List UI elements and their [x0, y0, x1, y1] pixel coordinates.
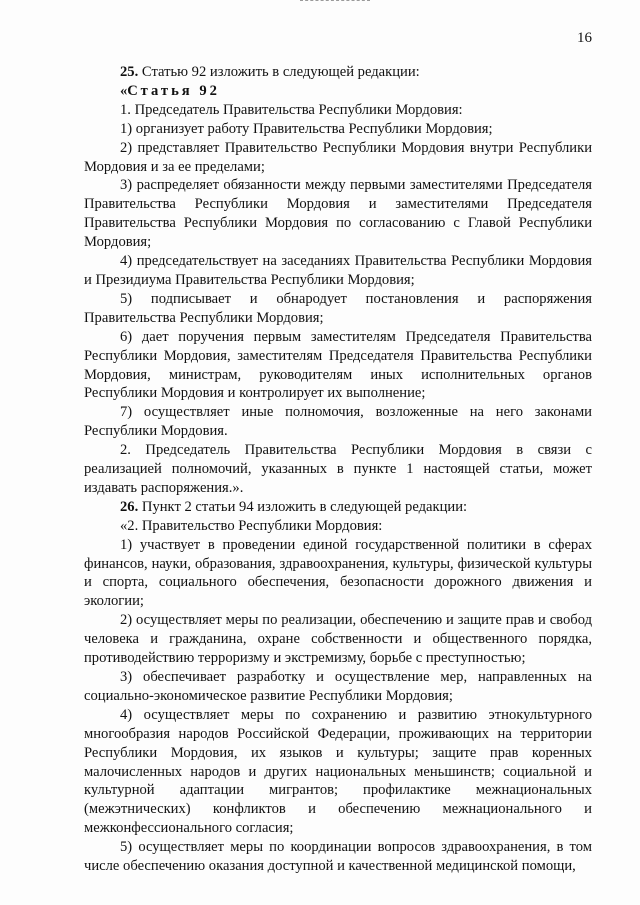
amendment-item-25: [84, 63, 592, 82]
amendment-number: 26.: [120, 498, 139, 515]
quote-mark: «: [120, 82, 128, 99]
clause-paragraph: 3) обеспечивает разработку и осуществление мер, направленных на социально-экономическое развитие Республики Мордовия;: [84, 669, 592, 704]
document-body: [84, 63, 592, 876]
clause-paragraph: 6) дает поручения первым заместителям Председателя Правительства Республики Мордовия, заместителям Председателя Правительства Республики Мордовия, министрам, руководителям иных исполнительных органов Республики Мордовия и контролирует их выполнение;: [84, 328, 592, 402]
clause-paragraph: 1) участвует в проведении единой государственной политики в сферах финансов, науки, образования, здравоохранения, культуры, физической культуры и спорта, социального обеспечения, безопасности дорожного движения и экологии;: [84, 536, 592, 610]
clause-paragraph: 3) распределяет обязанности между первыми заместителями Председателя Правительства Республики Мордовия и заместителями Председателя Правительства Республики Мордовия по согласованию с Главой Республики Мордовия;: [84, 177, 592, 251]
clause-paragraph: 5) подписывает и обнародует постановления и распоряжения Правительства Республики Мордовия;: [84, 290, 592, 326]
clause-paragraph: 1) организует работу Правительства Республики Мордовия;: [120, 120, 493, 137]
clause-paragraph: 7) осуществляет иные полномочия, возложенные на него законами Республики Мордовия.: [84, 404, 592, 440]
amendment-number: 25.: [120, 64, 139, 80]
clause-paragraph: 2. Председатель Правительства Республики Мордовия в связи с реализацией полномочий, указанных в пункте 1 настоящей статьи, может издавать распоряжения.».: [84, 442, 592, 496]
clause-paragraph: 2) осуществляет меры по реализации, обеспечению и защите прав и свобод человека и гражданина, охране собственности и общественного порядка, противодействию терроризму и экстремизму, борьбе с преступностью;: [84, 612, 592, 667]
clause-paragraph: 4) председательствует на заседаниях Правительства Республики Мордовия и Президиума Правительства Республики Мордовия;: [84, 253, 592, 288]
top-edge-rule: [300, 0, 370, 2]
clause-paragraph: «2. Правительство Республики Мордовия:: [120, 517, 383, 534]
article-title: Статья 92: [127, 82, 220, 99]
clause-paragraph: 4) осуществляет меры по сохранению и развитию этнокультурного многообразия народов Российской Федерации, проживающих на территории Республики Мордовия, их языков и культуры; защите прав коренных малочисленных народов и других национальных меньшинств; социальной и культурной адаптации мигрантов; профилактике межнациональных (межэтнических) конфликтов и обеспечению межнационального и межконфессионального согласия;: [84, 706, 592, 837]
clause-paragraph: 5) осуществляет меры по координации вопросов здравоохранения, в том числе обеспечению оказания доступной и качественной медицинской помощи,: [84, 839, 592, 875]
article-heading: [84, 82, 592, 101]
amendment-text: Статью 92 изложить в следующей редакции:: [138, 64, 420, 80]
amendment-item-26: [84, 498, 592, 517]
amendment-text: Пункт 2 статьи 94 изложить в следующей редакции:: [138, 498, 468, 515]
clause-paragraph: 2) представляет Правительство Республики Мордовия внутри Республики Мордовия и за ее пределами;: [84, 139, 592, 175]
page-number: 16: [577, 30, 592, 46]
clause-paragraph: 1. Председатель Правительства Республики Мордовия:: [120, 101, 463, 118]
